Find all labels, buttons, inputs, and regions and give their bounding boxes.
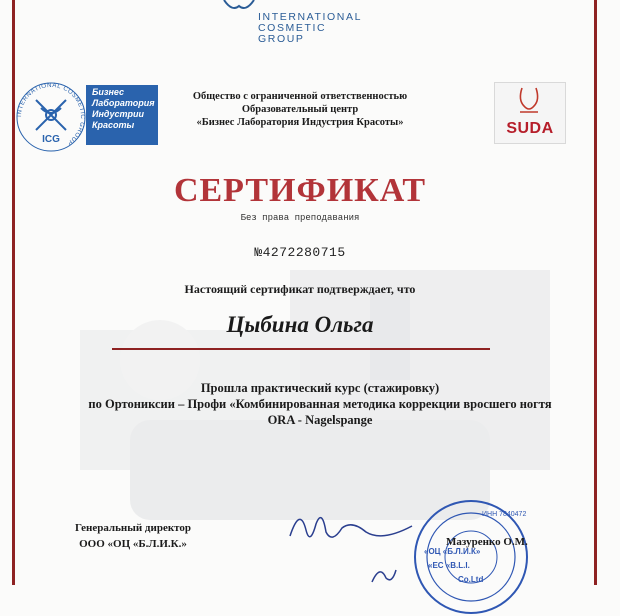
- stamp-line-3: Co.Ltd: [458, 575, 484, 584]
- blik-logo: [86, 85, 158, 145]
- certificate-subtitle: Без права преподавания: [240, 213, 360, 223]
- icg-ring-text: INTERNATIONAL COSMETIC GROUP: [15, 81, 87, 147]
- name-underline: [112, 348, 490, 350]
- blik-line-4: Красоты: [92, 120, 135, 130]
- signer-name: Мазуренко О.М.: [446, 536, 528, 548]
- icg-header-line-3: GROUP: [258, 33, 305, 45]
- icg-abbr: ICG: [42, 134, 60, 145]
- recipient-name: Цыбина Ольга: [226, 312, 374, 337]
- icg-header-line-2: COSMETIC: [258, 22, 327, 34]
- course-line-3: ORA - Nagelspange: [267, 413, 373, 427]
- signature-flourish: [366, 560, 416, 585]
- org-line-3: «Бизнес Лаборатория Индустрия Красоты»: [196, 117, 404, 128]
- suda-logo-text: SUDA: [506, 120, 554, 137]
- confirmation-text: Настоящий сертификат подтверждает, что: [184, 282, 416, 296]
- handwritten-signature: [286, 502, 416, 552]
- director-org: ООО «ОЦ «Б.Л.И.К.»: [79, 538, 187, 550]
- org-line-2: Образовательный центр: [241, 104, 359, 115]
- official-stamp: [412, 498, 530, 616]
- icg-header-logo: [258, 12, 362, 45]
- director-block: [58, 520, 208, 552]
- right-border: [594, 0, 597, 585]
- director-title: Генеральный директор: [74, 522, 192, 534]
- stamp-line-2: «EC «B.L.I.: [428, 561, 470, 570]
- certificate-title: СЕРТИФИКАТ: [173, 172, 427, 209]
- organization-block: [168, 90, 432, 129]
- course-description: [60, 380, 580, 428]
- stamp-inn: ИНН 7840472: [482, 511, 527, 518]
- blik-line-3: Индустрии: [92, 109, 144, 119]
- course-line-1: Прошла практический курс (стажировку): [200, 381, 440, 395]
- icg-circle-logo: [14, 80, 88, 154]
- certificate-number: №4272280715: [254, 245, 346, 260]
- stamp-line-1: «ОЦ «Б.Л.И.К»: [424, 547, 481, 556]
- icg-top-mark-icon: [222, 0, 256, 14]
- org-line-1: Общество с ограниченной ответственностью: [192, 91, 408, 102]
- suda-vase-icon: [514, 86, 544, 118]
- icg-header-line-1: INTERNATIONAL: [258, 11, 363, 23]
- blik-line-1: Бизнес: [92, 87, 125, 97]
- blik-line-2: Лаборатория: [92, 98, 155, 108]
- course-line-2: по Ортониксии – Профи «Комбинированная методика коррекции вросшего ногтя: [88, 397, 552, 411]
